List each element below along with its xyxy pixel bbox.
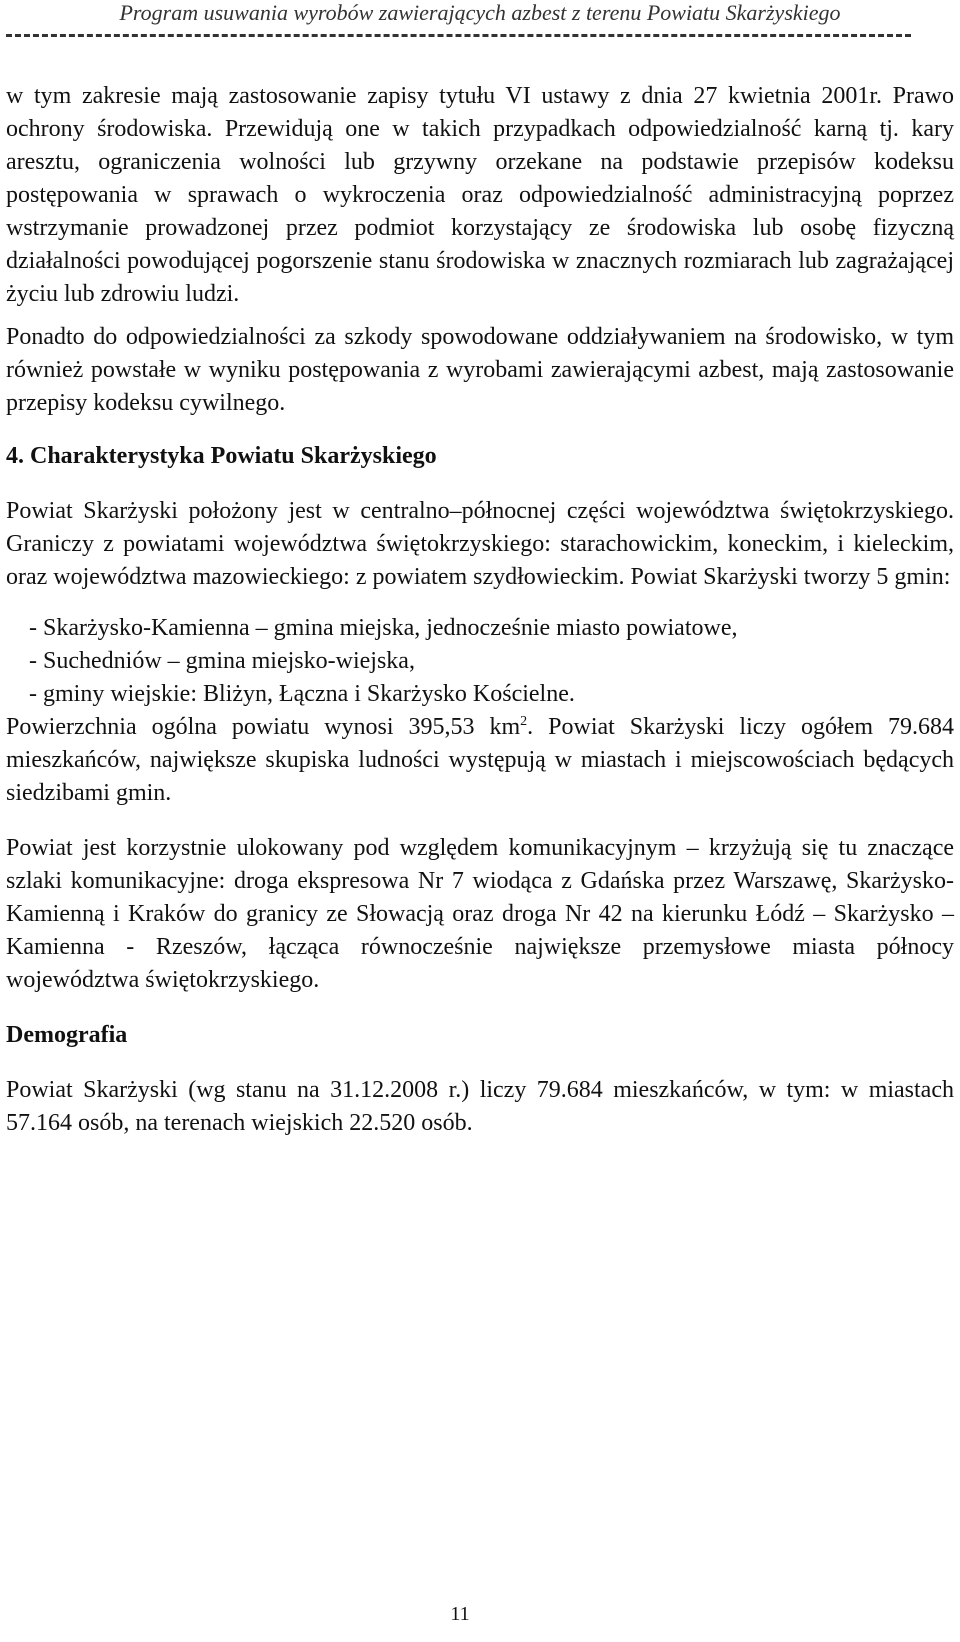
population-text: . Powiat Skarżyski liczy ogółem 79.684 mieszkańców, największe skupiska ludności występują w miastach i miejscowościach będących siedzibami gmin.: [6, 714, 954, 806]
paragraph-demografia: Powiat Skarżyski (wg stanu na 31.12.2008 r.) liczy 79.684 mieszkańców, w tym: w miastach 57.164 osób, na terenach wiejskich 22.520 osób.: [6, 1077, 954, 1136]
list-item-text: Skarżysko-Kamienna – gmina miejska, jednocześnie miasto powiatowe,: [43, 615, 738, 641]
gminy-list: [6, 612, 954, 711]
section-heading-demografia: Demografia: [6, 1022, 128, 1048]
paragraph-civil-code: Ponadto do odpowiedzialności za szkody spowodowane oddziaływaniem na środowisko, w tym również powstałe w wyniku postępowania z wyrobami zawierającymi azbest, mają zastosowanie przepisy kodeksu cywilnego.: [6, 324, 954, 416]
header-dashed-rule: [6, 34, 911, 37]
list-dash: -: [29, 648, 37, 674]
area-text: Powierzchnia ogólna powiatu wynosi 395,53 km: [6, 714, 521, 740]
list-dash: -: [29, 681, 37, 707]
paragraph-area-population: [6, 711, 954, 810]
list-item: [6, 678, 954, 711]
section-heading-charakterystyka: 4. Charakterystyka Powiatu Skarżyskiego: [6, 443, 437, 469]
paragraph-legal-liability: w tym zakresie mają zastosowanie zapisy tytułu VI ustawy z dnia 27 kwietnia 2001r. Prawo ochrony środowiska. Przewidują one w takich przypadkach odpowiedzialność karną tj. kary aresztu, ograniczenia wolności lub grzywny orzekane na podstawie przepisów kodeksu postępowania w sprawach o wykroczenia oraz odpowiedzialność administracyjną poprzez wstrzymanie prowadzonej przez podmiot korzystający ze środowiska lub osobę fizyczną działalności powodującej pogorszenie stanu środowiska w znacznych rozmiarach lub zagrażającej życiu lub zdrowiu ludzi.: [6, 83, 954, 307]
list-item-text: Suchedniów – gmina miejsko-wiejska,: [43, 648, 415, 674]
paragraph-transport: Powiat jest korzystnie ulokowany pod względem komunikacyjnym – krzyżują się tu znaczące szlaki komunikacyjne: droga ekspresowa Nr 7 wiodąca z Gdańska przez Warszawę, Skarżysko-Kamienną i Kraków do granicy ze Słowacją oraz droga Nr 42 na kierunku Łódź – Skarżysko – Kamienna - Rzeszów, łącząca równocześnie największe przemysłowe miasta północy województwa świętokrzyskiego.: [6, 835, 954, 993]
page-number: 11: [450, 1603, 470, 1625]
paragraph-location: Powiat Skarżyski położony jest w centralno–północnej części województwa świętokrzyskiego. Graniczy z powiatami województwa świętokrzyskiego: starachowickim, koneckim, i kieleckim, oraz województwa mazowieckiego: z powiatem szydłowieckim. Powiat Skarżyski tworzy 5 gmin:: [6, 498, 954, 590]
list-dash: -: [29, 615, 37, 641]
list-item-text: gminy wiejskie: Bliżyn, Łączna i Skarżysko Kościelne.: [43, 681, 575, 707]
area-superscript: 2: [520, 714, 528, 729]
list-item: [6, 645, 954, 678]
list-item: [6, 612, 954, 645]
document-body: [6, 80, 954, 1140]
running-header: Program usuwania wyrobów zawierających azbest z terenu Powiatu Skarżyskiego: [119, 0, 841, 25]
